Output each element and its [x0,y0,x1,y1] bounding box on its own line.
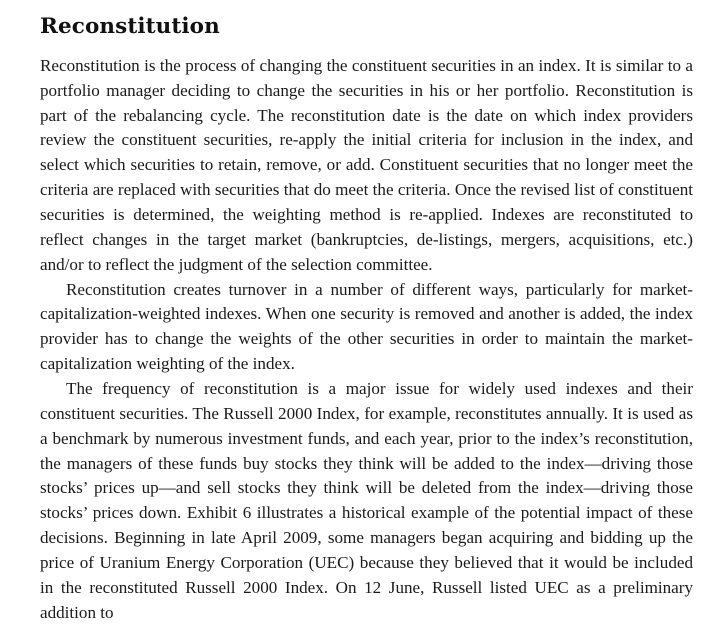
paragraph-3: The frequency of reconstitution is a major issue for widely used indexes and their constituent securities. The Russell 2000 Index, for example, reconstitutes annually. It is used as a benchmark by numerous investment funds, and each year, prior to the index’s reconstitution, the managers of these funds buy stocks they think will be added to the index—driving those stocks’ prices up—and sell stocks they think will be deleted from the index—driving those stocks’ prices down. Exhibit 6 illustrates a historical example of the potential impact of these decisions. Beginning in late April 2009, some managers began acquiring and bidding up the price of Uranium Energy Corporation (UEC) because they believed that it would be included in the reconstituted Russell 2000 Index. On 12 June, Russell listed UEC as a preliminary addition to [40,378,693,622]
paragraph-1: Reconstitution is the process of changing the constituent securities in an index. It is similar to a portfolio manager deciding to change the securities in his or her portfolio. Reconstitution is part of the rebalancing cycle. The reconstitution date is the date on which index providers review the constituent securities, re-apply the initial criteria for inclusion in the index, and select which securities to retain, remove, or add. Constituent securities that no longer meet the criteria are replaced with securities that do meet the criteria. Once the revised list of constituent securities is determined, the weighting method is re-applied. Indexes are reconstituted to reflect changes in the target market (bankruptcies, de-listings, mergers, acquisitions, etc.) and/or to reflect the judgment of the selection committee. [40,55,693,274]
paragraph-2: Reconstitution creates turnover in a number of different ways, particularly for market-capitalization-weighted indexes. When one security is removed and another is added, the index provider has to change the weights of the other securities in order to maintain the market-capitalization weighting of the index. [40,279,693,374]
body-text [40,54,693,626]
page-title: Reconstitution [40,14,220,39]
